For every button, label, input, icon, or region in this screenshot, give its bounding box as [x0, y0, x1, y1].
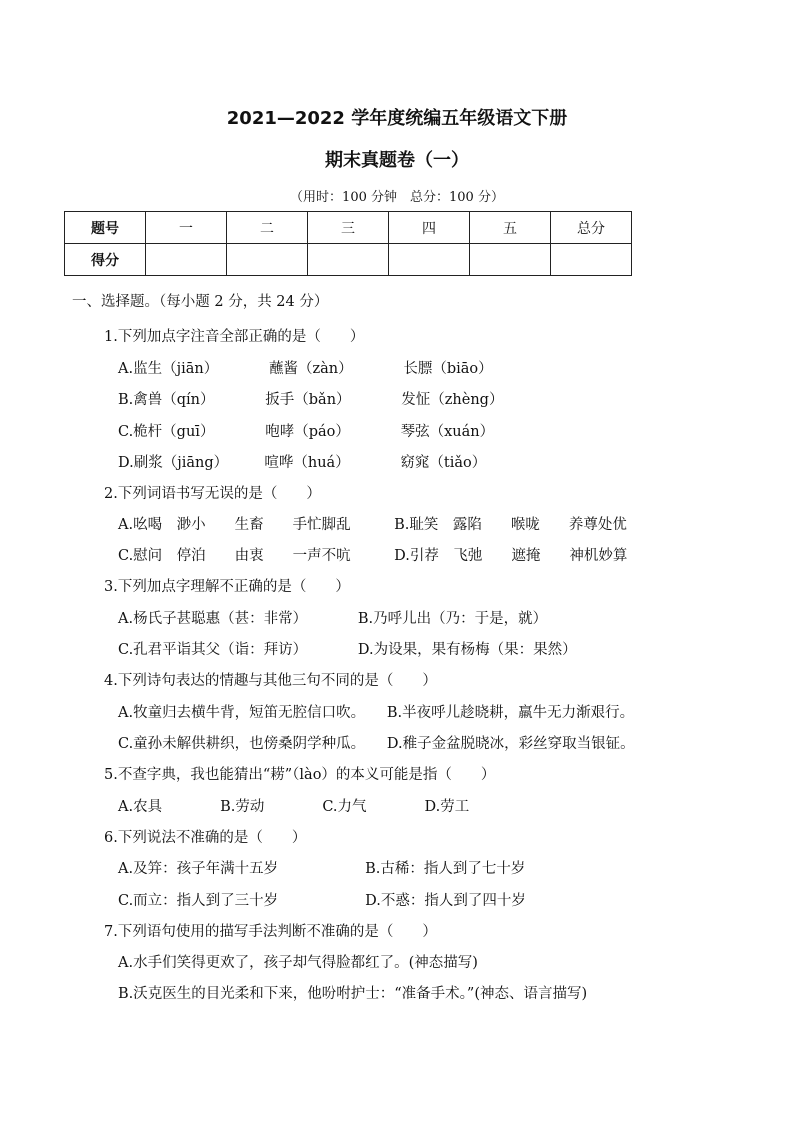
question-line: 7.下列语句使用的描写手法判断不准确的是（ ）	[104, 924, 437, 940]
score-input-cell[interactable]	[551, 244, 632, 276]
score-input-cell[interactable]	[146, 244, 227, 276]
option-line: C.孔君平诣其父（诣：拜访） D.为设果，果有杨梅（果：果然）	[118, 642, 577, 658]
table-cell: 四	[389, 212, 470, 244]
option-line: B.禽兽（qín） 扳手（bǎn） 发怔（zhèng）	[118, 392, 504, 408]
option-line: A.杨氏子甚聪惠（甚：非常） B.乃呼儿出（乃：于是，就）	[118, 611, 548, 627]
table-row	[65, 244, 632, 276]
option-line: B.沃克医生的目光柔和下来，他吩咐护士：“准备手术。”(神态、语言描写)	[118, 986, 588, 1002]
option-line: D.刷浆（jiāng） 喧哗（huá） 窈窕（tiǎo）	[118, 455, 487, 471]
score-table	[64, 211, 632, 276]
table-cell: 二	[227, 212, 308, 244]
table-cell: 一	[146, 212, 227, 244]
option-line: A.吆喝 渺小 生畜 手忙脚乱 B.耻笑 露陷 喉咙 养尊处优	[118, 517, 627, 533]
exam-subtitle: 期末真题卷（一）	[325, 150, 469, 171]
option-line: A.农具 B.劳动 C.力气 D.劳工	[118, 799, 470, 815]
option-line: A.牧童归去横牛背，短笛无腔信口吹。 B.半夜呼儿趁晓耕，羸牛无力渐艰行。	[118, 705, 635, 721]
question-line: 3.下列加点字理解不正确的是（ ）	[104, 579, 350, 595]
table-cell: 题号	[65, 212, 146, 244]
exam-meta: （用时：100 分钟 总分：100 分）	[290, 190, 504, 205]
exam-title: 2021—2022 学年度统编五年级语文下册	[226, 108, 568, 129]
option-line: A.及笄：孩子年满十五岁 B.古稀：指人到了七十岁	[118, 861, 526, 877]
table-cell: 得分	[65, 244, 146, 276]
section-heading: 一、选择题。（每小题 2 分，共 24 分）	[72, 294, 329, 310]
question-line: 6.下列说法不准确的是（ ）	[104, 830, 307, 846]
question-line: 1.下列加点字注音全部正确的是（ ）	[104, 329, 365, 345]
option-line: C.桅杆（guī） 咆哮（páo） 琴弦（xuán）	[118, 424, 495, 440]
table-row	[65, 212, 632, 244]
table-cell: 总分	[551, 212, 632, 244]
score-input-cell[interactable]	[389, 244, 470, 276]
option-line: A.水手们笑得更欢了，孩子却气得脸都红了。(神态描写)	[118, 955, 478, 971]
table-cell: 五	[470, 212, 551, 244]
score-input-cell[interactable]	[227, 244, 308, 276]
table-cell: 三	[308, 212, 389, 244]
option-line: C.童孙未解供耕织，也傍桑阴学种瓜。 D.稚子金盆脱晓冰，彩丝穿取当银钲。	[118, 736, 635, 752]
question-line: 4.下列诗句表达的情趣与其他三句不同的是（ ）	[104, 673, 437, 689]
question-line: 2.下列词语书写无误的是（ ）	[104, 486, 321, 502]
score-input-cell[interactable]	[308, 244, 389, 276]
option-line: A.监生（jiān） 蘸酱（zàn） 长膘（biāo）	[118, 361, 493, 377]
score-input-cell[interactable]	[470, 244, 551, 276]
option-line: C.而立：指人到了三十岁 D.不惑：指人到了四十岁	[118, 893, 526, 909]
question-line: 5.不查字典，我也能猜出“耢”（lào）的本义可能是指（ ）	[104, 767, 496, 783]
option-line: C.慰问 停泊 由衷 一声不吭 D.引荐 飞弛 遮掩 神机妙算	[118, 548, 628, 564]
